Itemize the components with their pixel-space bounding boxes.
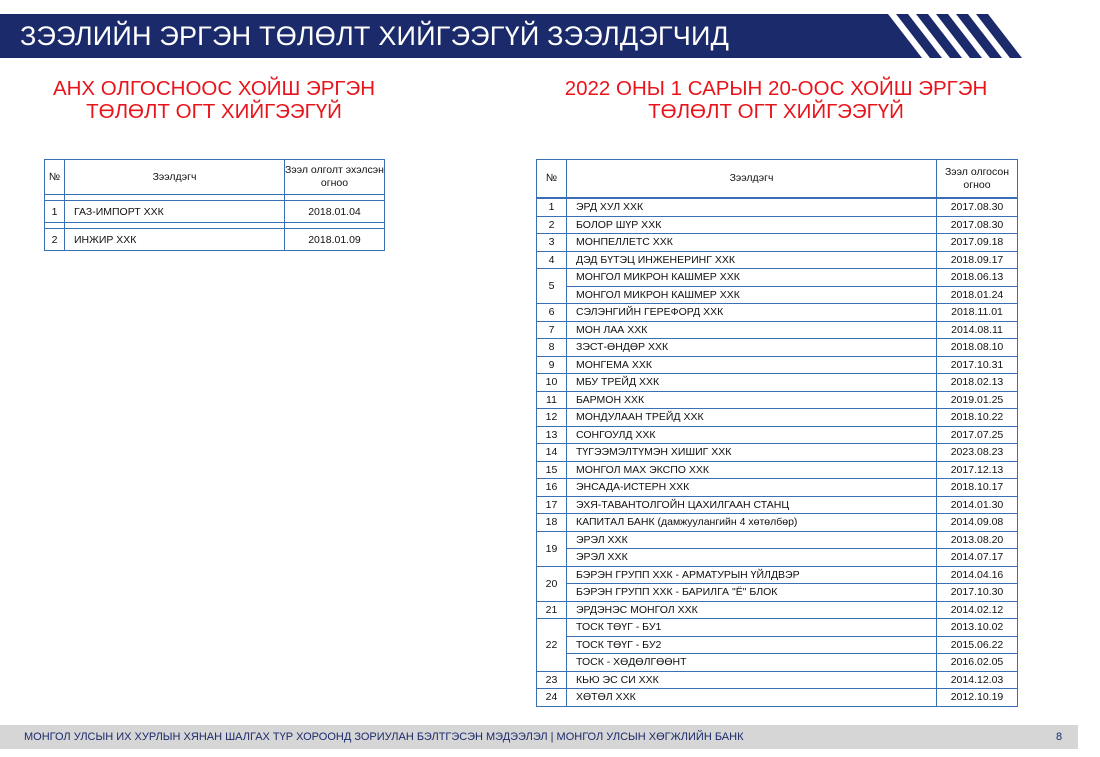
table-row: [537, 619, 1018, 637]
loan-date: 2018.08.10: [937, 339, 1018, 357]
row-number: 1: [45, 201, 65, 223]
borrower-name: БЭРЭН ГРУПП ХХК - АРМАТУРЫН ҮЙЛДВЭР: [567, 566, 937, 584]
loan-date: 2012.10.19: [937, 689, 1018, 707]
row-number: 15: [537, 461, 567, 479]
borrower-name: ЭРД ХУЛ ХХК: [567, 199, 937, 217]
table-row: [45, 201, 385, 223]
table-row: [537, 339, 1018, 357]
row-number: 24: [537, 689, 567, 707]
table-row: [537, 391, 1018, 409]
borrower-name: ЗЭСТ-ӨНДӨР ХХК: [567, 339, 937, 357]
page-title: ЗЭЭЛИЙН ЭРГЭН ТӨЛӨЛТ ХИЙГЭЭГҮЙ ЗЭЭЛДЭГЧИД: [20, 21, 730, 51]
table-row: [537, 654, 1018, 672]
loan-date: 2013.10.02: [937, 619, 1018, 637]
row-number: 7: [537, 321, 567, 339]
borrower-name: СЭЛЭНГИЙН ГЕРЕФОРД ХХК: [567, 304, 937, 322]
borrower-name: ТҮГЭЭМЭЛТҮМЭН ХИШИГ ХХК: [567, 444, 937, 462]
loan-date: 2018.11.01: [937, 304, 1018, 322]
row-number: 1: [537, 199, 567, 217]
table-row: [537, 584, 1018, 602]
borrower-name: ТОСК ТӨҮГ - БУ1: [567, 619, 937, 637]
table-row: [537, 321, 1018, 339]
left-borrowers-table: [44, 159, 385, 251]
borrower-name: СОНГОУЛД ХХК: [567, 426, 937, 444]
loan-date: 2015.06.22: [937, 636, 1018, 654]
borrower-name: БАРМОН ХХК: [567, 391, 937, 409]
column-header-date: Зээл олгосон огноо: [937, 160, 1018, 198]
loan-date: 2017.08.30: [937, 199, 1018, 217]
borrower-name: КАПИТАЛ БАНК (дамжуулангийн 4 хөтөлбөр): [567, 514, 937, 532]
row-number: 10: [537, 374, 567, 392]
borrower-name: МОНГОЛ МАХ ЭКСПО ХХК: [567, 461, 937, 479]
loan-date: 2017.10.30: [937, 584, 1018, 602]
table-header-row: [45, 160, 385, 195]
loan-date: 2018.01.09: [285, 229, 385, 251]
row-number: 22: [537, 619, 567, 672]
borrower-name: МОНДУЛААН ТРЕЙД ХХК: [567, 409, 937, 427]
column-header-number: №: [45, 160, 65, 195]
column-header-date: Зээл олголт эхэлсэн огноо: [285, 160, 385, 195]
row-number: 16: [537, 479, 567, 497]
row-number: 12: [537, 409, 567, 427]
table-row: [537, 409, 1018, 427]
table-row: [537, 269, 1018, 287]
table-row: [537, 444, 1018, 462]
loan-date: 2017.12.13: [937, 461, 1018, 479]
row-number: 2: [45, 229, 65, 251]
table-header-row: [537, 160, 1018, 198]
row-number: 8: [537, 339, 567, 357]
row-number: 17: [537, 496, 567, 514]
header-stripes-decoration: [880, 14, 1030, 58]
loan-date: 2023.08.23: [937, 444, 1018, 462]
loan-date: 2016.02.05: [937, 654, 1018, 672]
borrower-name: ТОСК - ХӨДӨЛГӨӨНТ: [567, 654, 937, 672]
loan-date: 2018.10.17: [937, 479, 1018, 497]
row-number: 14: [537, 444, 567, 462]
table-row: [537, 234, 1018, 252]
borrower-name: МОНПЕЛЛЕТС ХХК: [567, 234, 937, 252]
row-number: 5: [537, 269, 567, 304]
table-row: [537, 479, 1018, 497]
loan-date: 2014.09.08: [937, 514, 1018, 532]
loan-date: 2017.08.30: [937, 216, 1018, 234]
borrower-name: БОЛОР ШҮР ХХК: [567, 216, 937, 234]
table-row: [537, 636, 1018, 654]
row-number: 19: [537, 531, 567, 566]
table-row: [537, 531, 1018, 549]
loan-date: 2018.02.13: [937, 374, 1018, 392]
loan-date: 2018.10.22: [937, 409, 1018, 427]
borrower-name: ЭРДЭНЭС МОНГОЛ ХХК: [567, 601, 937, 619]
loan-date: 2018.01.04: [285, 201, 385, 223]
loan-date: 2014.01.30: [937, 496, 1018, 514]
loan-date: 2014.04.16: [937, 566, 1018, 584]
table-row: [537, 426, 1018, 444]
loan-date: 2018.01.24: [937, 286, 1018, 304]
right-borrowers-table: [536, 159, 1018, 707]
loan-date: 2014.12.03: [937, 671, 1018, 689]
borrower-name: КЬЮ ЭС СИ ХХК: [567, 671, 937, 689]
borrower-name: ЭРЭЛ ХХК: [567, 549, 937, 567]
table-row: [537, 671, 1018, 689]
borrower-name: БЭРЭН ГРУПП ХХК - БАРИЛГА "Ё" БЛОК: [567, 584, 937, 602]
borrower-name: ДЭД БҮТЭЦ ИНЖЕНЕРИНГ ХХК: [567, 251, 937, 269]
loan-date: 2014.08.11: [937, 321, 1018, 339]
table-row: [537, 199, 1018, 217]
borrower-name: МБУ ТРЕЙД ХХК: [567, 374, 937, 392]
row-number: 20: [537, 566, 567, 601]
row-number: 3: [537, 234, 567, 252]
column-header-borrower: Зээлдэгч: [567, 160, 937, 198]
table-row: [537, 216, 1018, 234]
borrower-name: ЭРЭЛ ХХК: [567, 531, 937, 549]
table-row: [537, 251, 1018, 269]
borrower-name: ХӨТӨЛ ХХК: [567, 689, 937, 707]
footer-text: МОНГОЛ УЛСЫН ИХ ХУРЛЫН ХЯНАН ШАЛГАХ ТҮР ХОРООНД ЗОРИУЛАН БЭЛТГЭСЭН МЭДЭЭЛЭЛ | МОНГОЛ УЛСЫН ХӨГЖЛИЙН БАНК: [24, 731, 744, 743]
borrower-name: МОН ЛАА ХХК: [567, 321, 937, 339]
borrower-name: ИНЖИР ХХК: [65, 229, 285, 251]
row-number: 21: [537, 601, 567, 619]
table-row: [537, 304, 1018, 322]
row-number: 9: [537, 356, 567, 374]
row-number: 2: [537, 216, 567, 234]
row-number: 6: [537, 304, 567, 322]
loan-date: 2017.09.18: [937, 234, 1018, 252]
column-header-number: №: [537, 160, 567, 198]
table-row: [537, 514, 1018, 532]
row-number: 13: [537, 426, 567, 444]
column-header-borrower: Зээлдэгч: [65, 160, 285, 195]
loan-date: 2019.01.25: [937, 391, 1018, 409]
table-row: [537, 566, 1018, 584]
table-row: [537, 689, 1018, 707]
page-number: 8: [1056, 731, 1063, 743]
row-number: 11: [537, 391, 567, 409]
left-section-title: АНХ ОЛГОСНООС ХОЙШ ЭРГЭН ТӨЛӨЛТ ОГТ ХИЙГЭЭГҮЙ: [52, 77, 376, 123]
loan-date: 2013.08.20: [937, 531, 1018, 549]
loan-date: 2014.07.17: [937, 549, 1018, 567]
table-row: [45, 229, 385, 251]
table-row: [537, 549, 1018, 567]
loan-date: 2014.02.12: [937, 601, 1018, 619]
loan-date: 2018.09.17: [937, 251, 1018, 269]
borrower-name: МОНГОЛ МИКРОН КАШМЕР ХХК: [567, 269, 937, 287]
row-number: 4: [537, 251, 567, 269]
table-row: [537, 461, 1018, 479]
borrower-name: ГАЗ-ИМПОРТ ХХК: [65, 201, 285, 223]
row-number: 18: [537, 514, 567, 532]
borrower-name: МОНГЕМА ХХК: [567, 356, 937, 374]
borrower-name: ЭХЯ-ТАВАНТОЛГОЙН ЦАХИЛГААН СТАНЦ: [567, 496, 937, 514]
loan-date: 2017.10.31: [937, 356, 1018, 374]
loan-date: 2017.07.25: [937, 426, 1018, 444]
table-row: [537, 374, 1018, 392]
right-section-title: 2022 ОНЫ 1 САРЫН 20-ООС ХОЙШ ЭРГЭН ТӨЛӨЛТ ОГТ ХИЙГЭЭГҮЙ: [564, 77, 988, 123]
borrower-name: ТОСК ТӨҮГ - БУ2: [567, 636, 937, 654]
table-row: [537, 286, 1018, 304]
table-row: [537, 496, 1018, 514]
table-row: [537, 601, 1018, 619]
loan-date: 2018.06.13: [937, 269, 1018, 287]
row-number: 23: [537, 671, 567, 689]
borrower-name: МОНГОЛ МИКРОН КАШМЕР ХХК: [567, 286, 937, 304]
borrower-name: ЭНСАДА-ИСТЕРН ХХК: [567, 479, 937, 497]
table-row: [537, 356, 1018, 374]
